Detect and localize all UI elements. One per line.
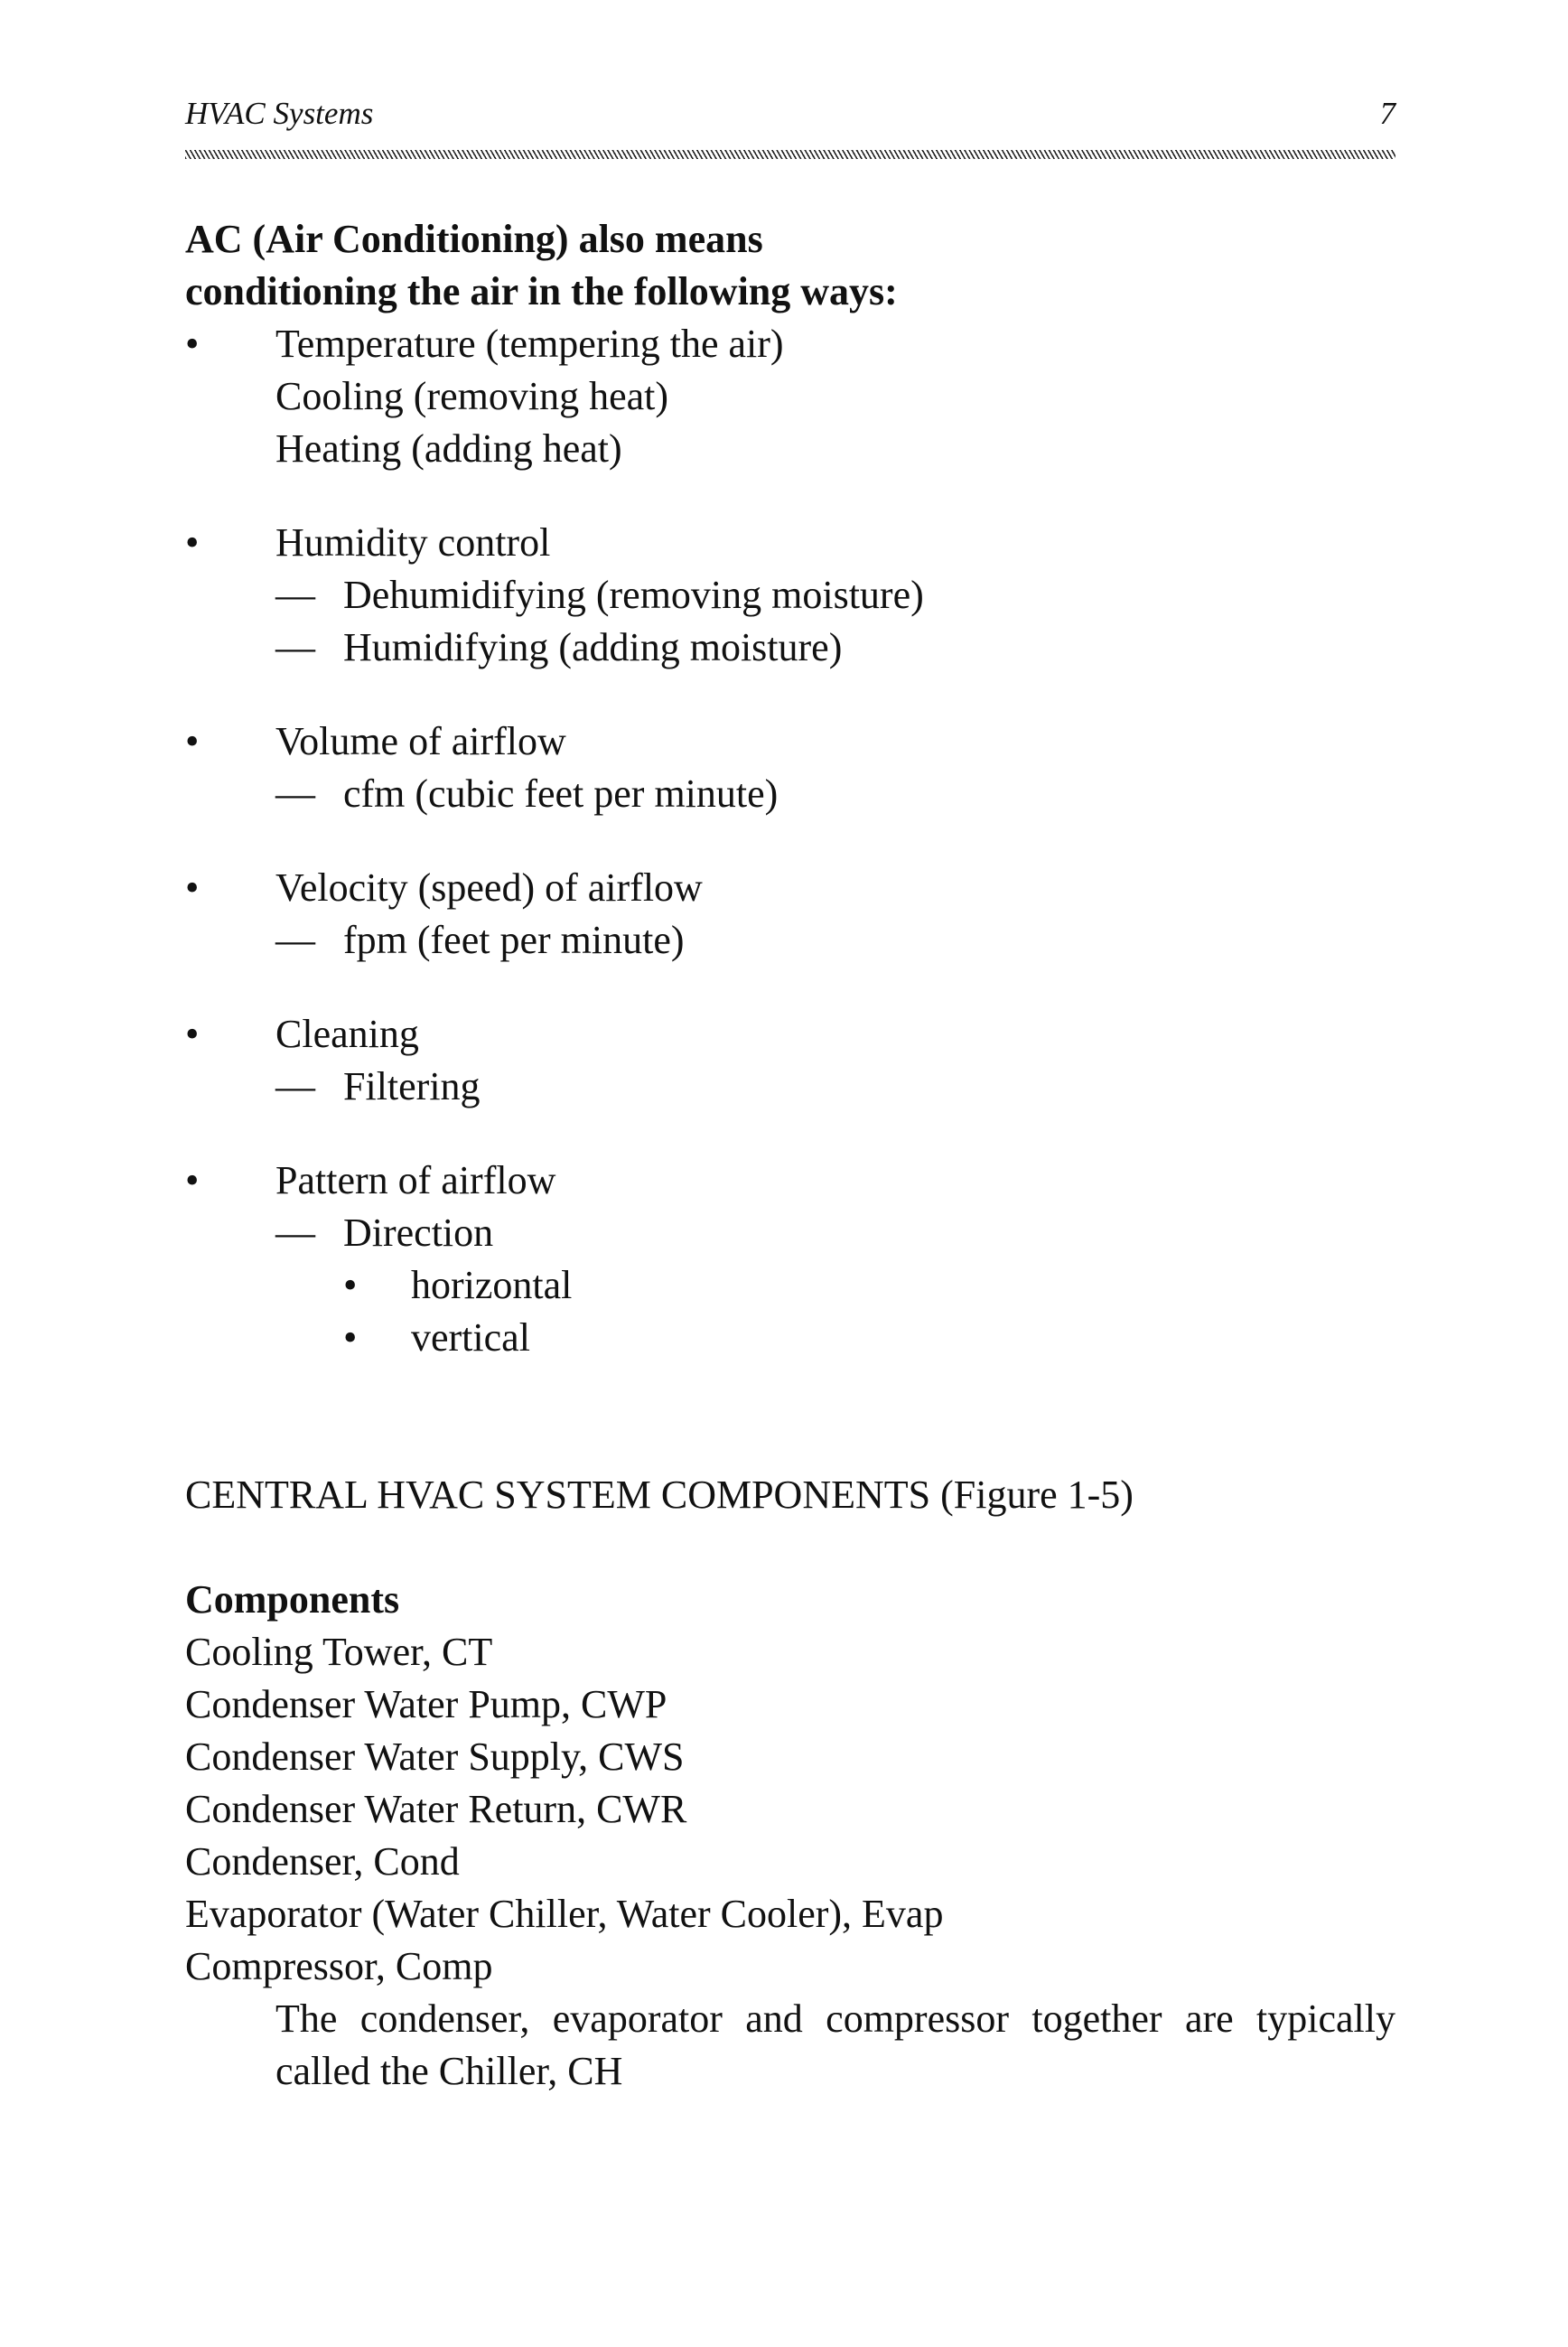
dash-subitem-text: fpm (feet per minute) (343, 918, 685, 962)
bullet-label: Pattern of airflow (275, 1158, 556, 1202)
nested-bullet-item (185, 1259, 1395, 1312)
bullet-dot-icon: • (185, 1158, 200, 1202)
nested-bullet-text: vertical (411, 1315, 530, 1360)
dash-subitem-text: Direction (343, 1211, 494, 1255)
dash-subitem-text: Filtering (343, 1064, 481, 1108)
bullet-dot-icon: • (185, 322, 200, 366)
dash-subitem-text: Humidifying (adding moisture) (343, 625, 843, 669)
em-dash-icon: — (275, 918, 315, 962)
bullet-label: Velocity (speed) of airflow (275, 865, 703, 910)
page-body (185, 213, 1395, 2098)
bullet-subline: Heating (adding heat) (275, 426, 622, 471)
dash-subitem (185, 768, 1395, 820)
bullet-item-pattern (185, 1155, 1395, 1207)
bullet-subline: Cooling (removing heat) (275, 374, 669, 418)
bullet-label: Cleaning (275, 1012, 419, 1056)
running-header (185, 96, 1395, 141)
em-dash-icon: — (275, 573, 315, 617)
bullet-group-velocity (185, 862, 1395, 967)
bullet-label: Humidity control (275, 520, 551, 565)
components-section (185, 1574, 1395, 2098)
bullet-dot-icon: • (185, 865, 200, 910)
dash-subitem-text: Dehumidifying (removing moisture) (343, 573, 924, 617)
section-heading: CENTRAL HVAC SYSTEM COMPONENTS (Figure 1-5) (185, 1473, 1134, 1517)
nested-bullet-item (185, 1312, 1395, 1364)
dash-subitem (185, 1061, 1395, 1113)
em-dash-icon: — (275, 625, 315, 669)
bullet-group-volume (185, 715, 1395, 820)
em-dash-icon: — (275, 1064, 315, 1108)
bullet-dot-icon: • (343, 1263, 358, 1307)
intro-paragraph (185, 213, 1395, 475)
dash-subitem (185, 914, 1395, 967)
components-heading: Components (185, 1577, 400, 1622)
bullet-dot-icon: • (185, 719, 200, 763)
page-number: 7 (1379, 96, 1395, 131)
bullet-group-pattern (185, 1155, 1395, 1364)
bullet-dot-icon: • (343, 1315, 358, 1360)
bullet-label: Temperature (tempering the air) (275, 322, 784, 366)
intro-line: AC (Air Conditioning) also means (185, 217, 763, 261)
component-item: Cooling Tower, CT (185, 1630, 493, 1674)
component-item: Compressor, Comp (185, 1944, 493, 1988)
running-header-title: HVAC Systems (185, 96, 374, 131)
nested-bullet-text: horizontal (411, 1263, 573, 1307)
bullet-group-cleaning (185, 1008, 1395, 1113)
component-item: Condenser Water Pump, CWP (185, 1682, 667, 1726)
bullet-item-humidity (185, 517, 1395, 569)
em-dash-icon: — (275, 771, 315, 816)
header-rule (185, 150, 1395, 159)
chiller-note: The condenser, evaporator and compressor together are typically called the Chiller, CH (275, 1996, 1395, 2093)
dash-subitem (185, 569, 1395, 622)
bullet-dot-icon: • (185, 1012, 200, 1056)
dash-subitem (185, 1207, 1395, 1259)
em-dash-icon: — (275, 1211, 315, 1255)
bullet-item-temperature (185, 318, 1395, 370)
bullet-dot-icon: • (185, 520, 200, 565)
component-item: Condenser, Cond (185, 1839, 460, 1884)
bullet-group-humidity (185, 517, 1395, 674)
component-item: Evaporator (Water Chiller, Water Cooler), Evap (185, 1892, 944, 1936)
bullet-item-volume (185, 715, 1395, 768)
bullet-item-cleaning (185, 1008, 1395, 1061)
bullet-item-velocity (185, 862, 1395, 914)
bullet-label: Volume of airflow (275, 719, 566, 763)
intro-line: conditioning the air in the following ways: (185, 269, 898, 313)
dash-subitem (185, 622, 1395, 674)
dash-subitem-text: cfm (cubic feet per minute) (343, 771, 779, 816)
component-item: Condenser Water Return, CWR (185, 1787, 687, 1831)
component-item: Condenser Water Supply, CWS (185, 1735, 685, 1779)
